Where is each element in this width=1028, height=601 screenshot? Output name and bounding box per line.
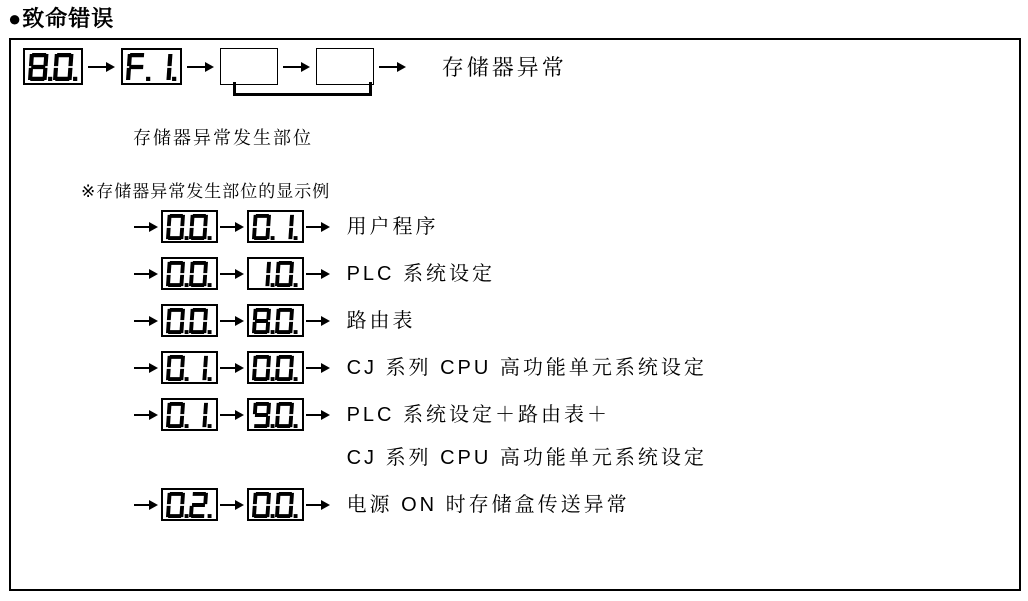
arrow-right-icon — [187, 66, 205, 68]
example-label — [347, 398, 707, 475]
examples-note: ※存储器异常发生部位的显示例 — [81, 182, 331, 201]
arrow-right-icon — [379, 66, 397, 68]
seven-segment-display — [161, 488, 218, 521]
seven-segment-display — [247, 351, 304, 384]
example-label-line2: CJ 系列 CPU 高功能单元系统设定 — [346, 447, 707, 469]
example-label-line1: 路由表 — [346, 310, 416, 332]
example-label-line1: 用户程序 — [346, 216, 439, 238]
seven-segment-display — [247, 488, 304, 521]
seven-segment-display — [247, 257, 304, 290]
arrow-right-icon — [220, 504, 235, 506]
arrow-right-icon — [134, 320, 149, 322]
arrow-right-icon — [220, 414, 235, 416]
arrow-right-icon — [134, 504, 149, 506]
error-diagram-panel — [9, 38, 1021, 591]
seven-segment-display — [161, 210, 218, 243]
example-label — [347, 351, 707, 385]
arrow-right-icon — [306, 226, 321, 228]
example-row — [132, 488, 707, 522]
location-caption: 存储器异常发生部位 — [133, 128, 313, 148]
arrow-right-icon — [306, 414, 321, 416]
examples-list — [132, 210, 707, 535]
blank-display-box-2 — [316, 48, 374, 85]
page-title: ●致命错误 — [8, 6, 115, 31]
loop-connector-line — [233, 82, 372, 96]
example-label — [347, 304, 416, 338]
seven-segment-display — [161, 257, 218, 290]
arrow-right-icon — [134, 367, 149, 369]
seven-segment-display — [247, 210, 304, 243]
arrow-right-icon — [283, 66, 301, 68]
example-row — [132, 398, 707, 475]
arrow-right-icon — [220, 273, 235, 275]
arrow-right-icon — [134, 226, 149, 228]
arrow-right-icon — [220, 320, 235, 322]
location-code-loop — [220, 48, 374, 85]
example-label-line1: PLC 系统设定＋路由表＋ — [346, 404, 611, 426]
example-label-line1: PLC 系统设定 — [346, 263, 496, 285]
arrow-right-icon — [306, 504, 321, 506]
example-label-line1: 电源 ON 时存储盒传送异常 — [346, 494, 630, 516]
seven-segment-display — [247, 304, 304, 337]
arrow-right-icon — [134, 414, 149, 416]
error-name-label: 存储器异常 — [441, 55, 567, 80]
seven-segment-display — [161, 398, 218, 431]
example-label — [347, 210, 439, 244]
arrow-right-icon — [306, 367, 321, 369]
example-label — [347, 488, 630, 522]
arrow-right-icon — [88, 66, 106, 68]
example-row — [132, 210, 707, 244]
example-label — [347, 257, 495, 291]
arrow-right-icon — [306, 320, 321, 322]
example-row — [132, 257, 707, 291]
seven-segment-display — [121, 48, 181, 85]
seven-segment-display — [161, 304, 218, 337]
seven-segment-display — [247, 398, 304, 431]
example-row — [132, 351, 707, 385]
seven-segment-display — [161, 351, 218, 384]
arrow-right-icon — [220, 367, 235, 369]
example-row — [132, 304, 707, 338]
arrow-right-icon — [134, 273, 149, 275]
example-label-line1: CJ 系列 CPU 高功能单元系统设定 — [346, 357, 707, 379]
seven-segment-display — [23, 48, 83, 85]
blank-display-box-1 — [220, 48, 278, 85]
arrow-right-icon — [220, 226, 235, 228]
error-code-flow — [23, 48, 567, 85]
arrow-right-icon — [306, 273, 321, 275]
